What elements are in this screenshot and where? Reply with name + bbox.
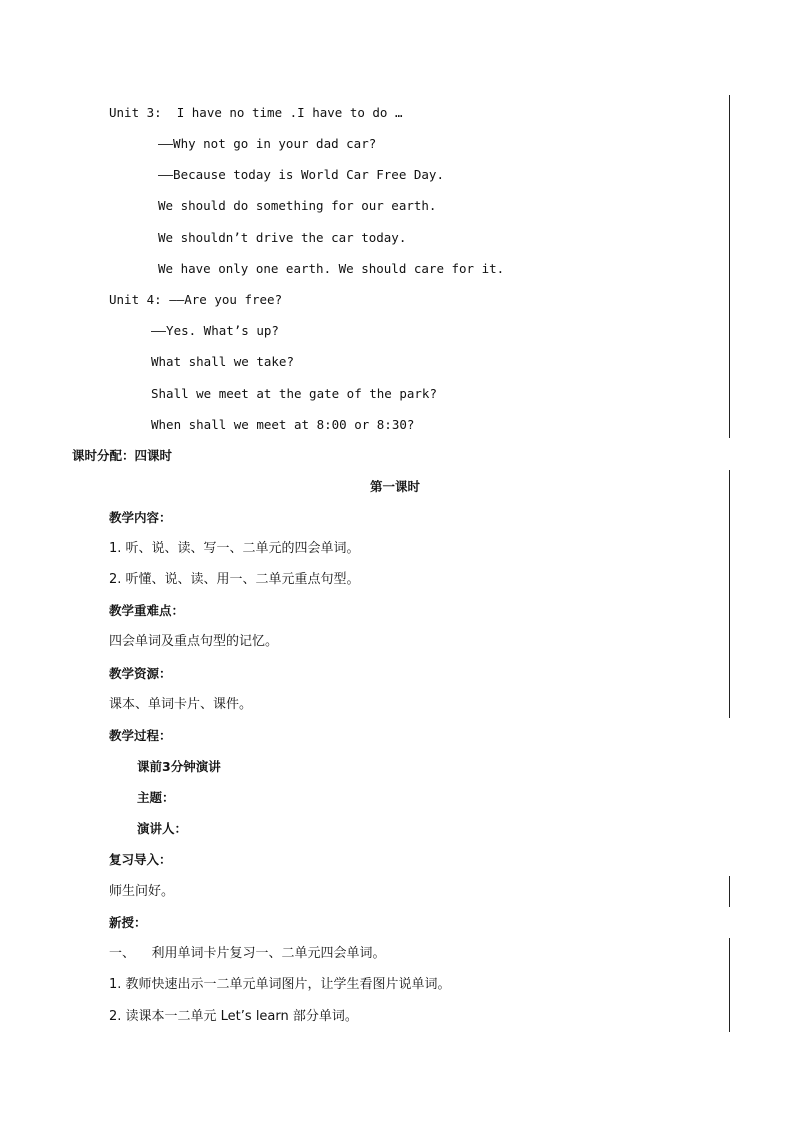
focus-heading: 教学重难点： [109,603,185,618]
unit3-line: We shouldn’t drive the car today. [158,230,407,245]
unit3-line: ——Why not go in your dad car? [158,136,377,151]
margin-rule-top [729,95,730,438]
new-lesson-heading: 新授： [109,915,147,930]
speech-title: 课前3分钟演讲 [137,759,221,774]
content-heading: 教学内容： [109,510,172,525]
lesson-title: 第一课时 [370,479,421,494]
unit3-line: We have only one earth. We should care for it. [158,261,505,276]
greeting-text: 师生问好。 [109,884,175,899]
review-heading: 复习导入： [109,852,172,867]
margin-rule-short [729,876,730,907]
lesson-allocation: 课时分配：四课时 [72,448,173,463]
step-item: 2. 读课本一二单元 Let’s learn 部分单词。 [109,1009,358,1024]
unit4-line: ——Yes. What’s up? [151,323,279,338]
content-item: 2. 听懂、说、读、用一、二单元重点句型。 [109,572,360,587]
unit4-line: When shall we meet at 8:00 or 8:30? [151,417,415,432]
unit3-heading: Unit 3: I have no time .I have to do … [109,105,403,120]
process-heading: 教学过程： [109,728,172,743]
unit4-line: Shall we meet at the gate of the park? [151,386,437,401]
speech-topic-label: 主题： [137,790,175,805]
margin-rule-bottom [729,938,730,1032]
content-item: 1. 听、说、读、写一、二单元的四会单词。 [109,541,360,556]
focus-text: 四会单词及重点句型的记忆。 [109,634,279,649]
unit4-heading: Unit 4: ——Are you free? [109,292,283,307]
resources-text: 课本、单词卡片、课件。 [109,697,253,712]
margin-rule-middle [729,470,730,718]
resources-heading: 教学资源： [109,666,172,681]
unit3-line: We should do something for our earth. [158,198,437,213]
unit3-line: ——Because today is World Car Free Day. [158,167,444,182]
step-item: 1. 教师快速出示一二单元单词图片，让学生看图片说单词。 [109,977,451,992]
unit4-line: What shall we take? [151,354,294,369]
step-one: 一、 利用单词卡片复习一、二单元四会单词。 [109,946,386,961]
speech-speaker-label: 演讲人： [137,821,188,836]
